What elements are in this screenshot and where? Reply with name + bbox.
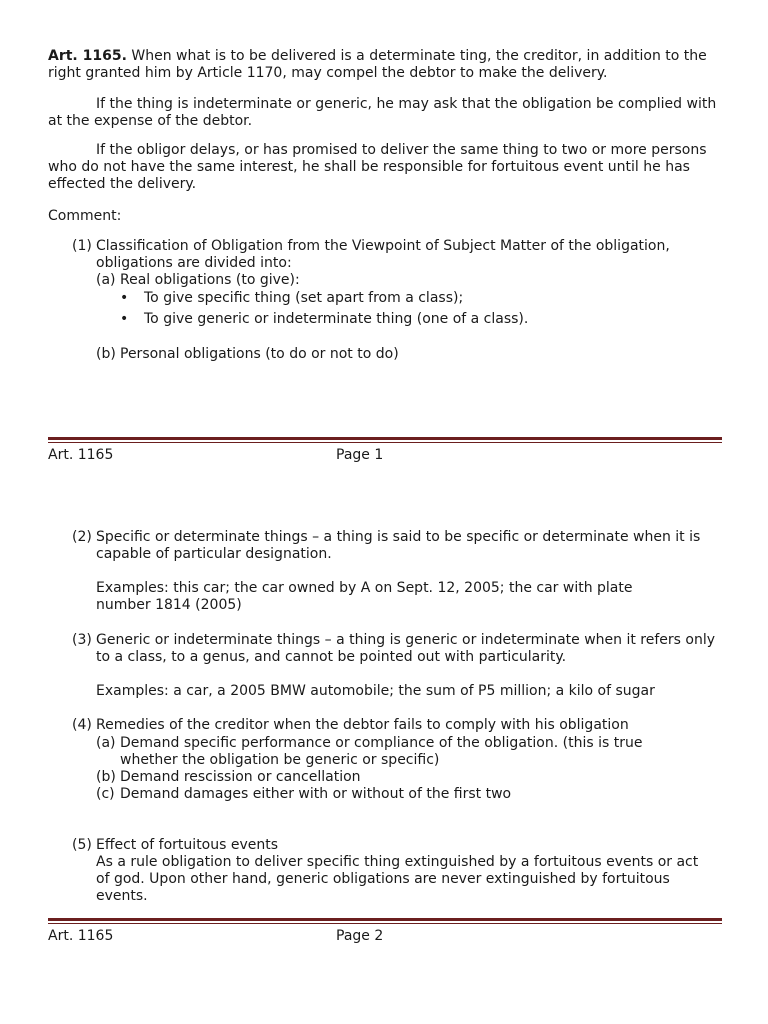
list-number: (2) <box>72 529 92 545</box>
sub-item-c <box>96 786 696 803</box>
footer-rule <box>48 437 722 443</box>
sub-text: Demand damages either with or without of the first two <box>120 786 512 802</box>
list-number: (3) <box>72 632 92 648</box>
sub-label: (b) <box>96 346 116 362</box>
bullet-item <box>120 311 720 328</box>
list-text: Classification of Obligation from the Viewpoint of Subject Matter of the obligation, obligations are divided into: <box>96 238 670 271</box>
article-label: Art. 1165. <box>48 48 127 64</box>
paragraph-obligor-delays: If the obligor delays, or has promised to deliver the same thing to two or more persons who do not have the same interest, he shall be responsible for fortuitous event until he has effected the delivery. <box>48 142 707 192</box>
footer-article: Art. 1165 <box>48 928 114 944</box>
article-paragraph <box>48 48 728 82</box>
examples-text: Examples: this car; the car owned by A on Sept. 12, 2005; the car with plate number 1814 (2005) <box>96 580 633 613</box>
footer-rule <box>48 918 722 924</box>
list-number: (1) <box>72 238 92 254</box>
footer-page-number: Page 1 <box>336 447 384 463</box>
fortuitous-body: As a rule obligation to deliver specific thing extinguished by a fortuitous events or act of god. Upon other hand, generic obligations are never extinguished by fortuitous events. <box>96 854 699 904</box>
sub-text: Demand specific performance or compliance of the obligation. (this is true whether the obligation be generic or specific) <box>120 735 643 768</box>
list-text: Remedies of the creditor when the debtor fails to comply with his obligation <box>96 717 629 733</box>
sub-text: Personal obligations (to do or not to do) <box>120 346 399 362</box>
bullet-text: To give generic or indeterminate thing (one of a class). <box>144 311 529 327</box>
sub-label: (b) <box>96 769 116 785</box>
list-text: Effect of fortuitous events <box>96 837 279 853</box>
sub-text: Demand rescission or cancellation <box>120 769 361 785</box>
footer-page-number: Page 2 <box>336 928 384 944</box>
list-number: (4) <box>72 717 92 733</box>
article-text: When what is to be delivered is a determinate ting, the creditor, in addition to the right granted him by Article 1170, may compel the debtor to make the delivery. <box>48 48 707 81</box>
list-item-5 <box>72 837 732 854</box>
list-item-2 <box>72 529 720 563</box>
examples-text: Examples: a car, a 2005 BMW automobile; the sum of P5 million; a kilo of sugar <box>96 683 655 699</box>
list-text: Generic or indeterminate things – a thing is generic or indeterminate when it refers only to a class, to a genus, and cannot be pointed out with particularity. <box>96 632 716 665</box>
sub-label: (a) <box>96 735 116 751</box>
comment-label: Comment: <box>48 208 122 224</box>
sub-label: (a) <box>96 272 116 288</box>
list-number: (5) <box>72 837 92 853</box>
sub-item-b <box>96 769 696 786</box>
footer-article: Art. 1165 <box>48 447 114 463</box>
sub-item-b <box>96 346 716 363</box>
bullet-icon: • <box>120 311 129 327</box>
sub-item-a <box>96 735 696 769</box>
bullet-icon: • <box>120 290 129 306</box>
sub-text: Real obligations (to give): <box>120 272 300 288</box>
list-text: Specific or determinate things – a thing is said to be specific or determinate when it is capable of particular designation. <box>96 529 701 562</box>
bullet-text: To give specific thing (set apart from a class); <box>144 290 464 306</box>
bullet-item <box>120 290 720 307</box>
sub-label: (c) <box>96 786 115 802</box>
list-item-1 <box>72 238 732 272</box>
sub-item-a <box>96 272 716 289</box>
list-item-3 <box>72 632 732 666</box>
list-item-4 <box>72 717 732 734</box>
paragraph-indeterminate: If the thing is indeterminate or generic, he may ask that the obligation be complied with at the expense of the debtor. <box>48 96 717 129</box>
